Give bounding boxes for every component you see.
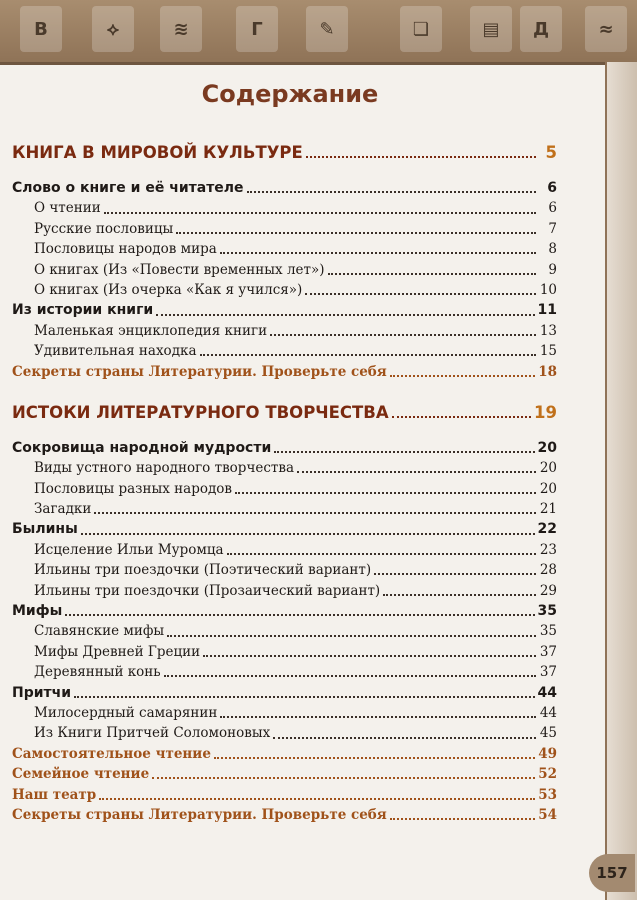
dot-leader [99, 798, 535, 800]
toc-subsection[interactable] [12, 300, 557, 320]
toc-section-heading[interactable] [12, 140, 557, 166]
dot-leader [390, 818, 535, 820]
toc-entry-title: Удивительная находка [34, 343, 197, 360]
scroll-icon: ≋ [160, 6, 202, 52]
toc-special-entry[interactable] [12, 805, 557, 825]
toc-entry[interactable] [12, 341, 557, 361]
toc-entry[interactable] [12, 239, 557, 259]
toc-entry-page: 19 [534, 402, 557, 422]
fish-icon: ⟡ [92, 6, 134, 52]
toc-entry-page: 5 [545, 143, 557, 162]
dot-leader [220, 252, 536, 254]
toc-entry[interactable] [12, 621, 557, 641]
toc-entry-title: Ильины три поездочки (Поэтический вариант) [34, 562, 372, 579]
toc-entry[interactable] [12, 280, 557, 300]
toc-special-entry[interactable] [12, 764, 557, 784]
toc-entry[interactable] [12, 560, 557, 580]
toc-entry-page: 11 [537, 302, 557, 319]
dot-leader [305, 293, 536, 295]
toc-entry-title: Пословицы народов мира [34, 241, 217, 258]
toc-entry-page: 15 [539, 343, 557, 360]
dot-leader [200, 354, 537, 356]
toc-entry[interactable] [12, 540, 557, 560]
toc-section-heading[interactable] [12, 400, 557, 426]
toc-entry-page: 49 [538, 745, 557, 762]
dot-leader [306, 156, 536, 158]
dot-leader [65, 614, 534, 616]
toc-subsection[interactable] [12, 601, 557, 621]
table-of-contents [12, 140, 557, 825]
toc-entry-page: 52 [538, 766, 557, 783]
page-number: 157 [589, 854, 635, 892]
toc-entry-page: 23 [539, 541, 557, 558]
dot-leader [235, 492, 536, 494]
dot-leader [227, 553, 536, 555]
dot-leader [104, 212, 536, 214]
open-book-icon: ❏ [400, 6, 442, 52]
toc-entry-title: Исцеление Ильи Муромца [34, 541, 224, 558]
toc-entry-page: 44 [539, 704, 557, 721]
dot-leader [383, 594, 536, 596]
dot-leader [214, 757, 535, 759]
toc-entry-page: 21 [539, 501, 557, 518]
dot-leader [152, 777, 535, 779]
toc-entry[interactable] [12, 581, 557, 601]
toc-entry-page: 20 [539, 480, 557, 497]
toc-entry-page: 37 [539, 643, 557, 660]
toc-entry-page: 8 [548, 241, 557, 258]
toc-entry[interactable] [12, 321, 557, 341]
toc-entry[interactable] [12, 499, 557, 519]
dot-leader [390, 375, 535, 377]
dot-leader [156, 314, 534, 316]
dot-leader [176, 232, 536, 234]
toc-entry-title: Русские пословицы [34, 220, 174, 237]
book-icon: ▤ [470, 6, 512, 52]
toc-entry-title: Маленькая энциклопедия книги [34, 322, 268, 339]
toc-entry-title: Славянские мифы [34, 623, 165, 640]
toc-entry-page: 35 [537, 603, 557, 620]
toc-entry-title: Из истории книги [12, 302, 154, 319]
dot-leader [247, 191, 536, 193]
toc-entry-page: 9 [548, 261, 557, 278]
toc-entry-title: ИСТОКИ ЛИТЕРАТУРНОГО ТВОРЧЕСТВА [12, 402, 389, 422]
toc-entry-page: 54 [538, 806, 557, 823]
dot-leader [74, 696, 534, 698]
toc-entry-page: 22 [537, 521, 557, 538]
toc-subsection[interactable] [12, 178, 557, 198]
toc-entry[interactable] [12, 260, 557, 280]
toc-subsection[interactable] [12, 438, 557, 458]
dot-leader [274, 451, 534, 453]
toc-entry-page: 35 [539, 623, 557, 640]
dot-leader [297, 471, 536, 473]
toc-entry-title: Виды устного народного творчества [34, 460, 295, 477]
letter-g-icon: Г [236, 6, 278, 52]
toc-entry-page: 13 [539, 322, 557, 339]
toc-entry-page: 6 [548, 200, 557, 217]
toc-entry-title: Пословицы разных народов [34, 480, 233, 497]
toc-entry-page: 6 [547, 180, 557, 196]
page-edge-bar [605, 62, 637, 900]
toc-entry-page: 29 [539, 582, 557, 599]
toc-entry[interactable] [12, 458, 557, 478]
toc-entry[interactable] [12, 479, 557, 499]
toc-entry-title: Из Книги Притчей Соломоновых [34, 725, 271, 742]
toc-entry-page: 18 [538, 363, 557, 380]
toc-subsection[interactable] [12, 519, 557, 539]
waves-icon: ≈ [585, 6, 627, 52]
toc-special-entry[interactable] [12, 362, 557, 382]
dot-leader [94, 512, 536, 514]
toc-entry[interactable] [12, 723, 557, 743]
toc-subsection[interactable] [12, 683, 557, 703]
toc-entry-title: Сокровища народной мудрости [12, 439, 272, 456]
toc-entry-title: О книгах (Из «Повести временных лет») [34, 261, 325, 278]
dot-leader [374, 573, 536, 575]
toc-entry-title: Слово о книге и её читателе [12, 180, 244, 196]
dot-leader [167, 635, 536, 637]
toc-entry[interactable] [12, 662, 557, 682]
toc-entry-title: КНИГА В МИРОВОЙ КУЛЬТУРЕ [12, 143, 303, 162]
dot-leader [270, 334, 536, 336]
letter-d-icon: Д [520, 6, 562, 52]
toc-entry-title: Мифы [12, 603, 63, 620]
toc-entry-title: Самостоятельное чтение [12, 745, 211, 762]
toc-entry-page: 20 [539, 460, 557, 477]
toc-entry-page: 20 [537, 439, 557, 456]
toc-entry-title: Секреты страны Литературии. Проверьте себя [12, 806, 387, 823]
toc-entry-page: 53 [538, 786, 557, 803]
dot-leader [220, 716, 536, 718]
toc-entry-title: О чтении [34, 200, 101, 217]
dot-leader [273, 737, 536, 739]
toc-entry-page: 44 [537, 684, 557, 701]
toc-entry-title: Секреты страны Литературии. Проверьте себя [12, 363, 387, 380]
dot-leader [81, 533, 535, 535]
decorative-header-band [0, 0, 637, 65]
toc-entry-title: Милосердный самарянин [34, 704, 218, 721]
toc-entry[interactable] [12, 642, 557, 662]
toc-entry-title: Притчи [12, 684, 72, 701]
toc-entry-title: Ильины три поездочки (Прозаический вариант) [34, 582, 381, 599]
dot-leader [203, 655, 536, 657]
toc-entry-page: 7 [548, 220, 557, 237]
letter-v-icon: В [20, 6, 62, 52]
toc-entry[interactable] [12, 219, 557, 239]
toc-entry-title: Семейное чтение [12, 766, 150, 783]
toc-entry-title: Былины [12, 521, 78, 538]
toc-entry-title: Наш театр [12, 786, 97, 803]
page-title: Содержание [201, 80, 379, 108]
toc-entry-title: Мифы Древней Греции [34, 643, 201, 660]
toc-special-entry[interactable] [12, 744, 557, 764]
toc-entry-title: О книгах (Из очерка «Как я учился») [34, 281, 303, 298]
toc-entry-title: Деревянный конь [34, 664, 161, 681]
pen-icon: ✎ [306, 6, 348, 52]
toc-special-entry[interactable] [12, 785, 557, 805]
dot-leader [164, 675, 536, 677]
dot-leader [392, 416, 531, 418]
dot-leader [328, 273, 536, 275]
toc-entry-page: 28 [539, 562, 557, 579]
toc-entry-page: 37 [539, 664, 557, 681]
toc-entry[interactable] [12, 703, 557, 723]
toc-entry-page: 10 [539, 281, 557, 298]
toc-entry-page: 45 [539, 725, 557, 742]
toc-entry[interactable] [12, 198, 557, 218]
toc-entry-title: Загадки [34, 501, 92, 518]
